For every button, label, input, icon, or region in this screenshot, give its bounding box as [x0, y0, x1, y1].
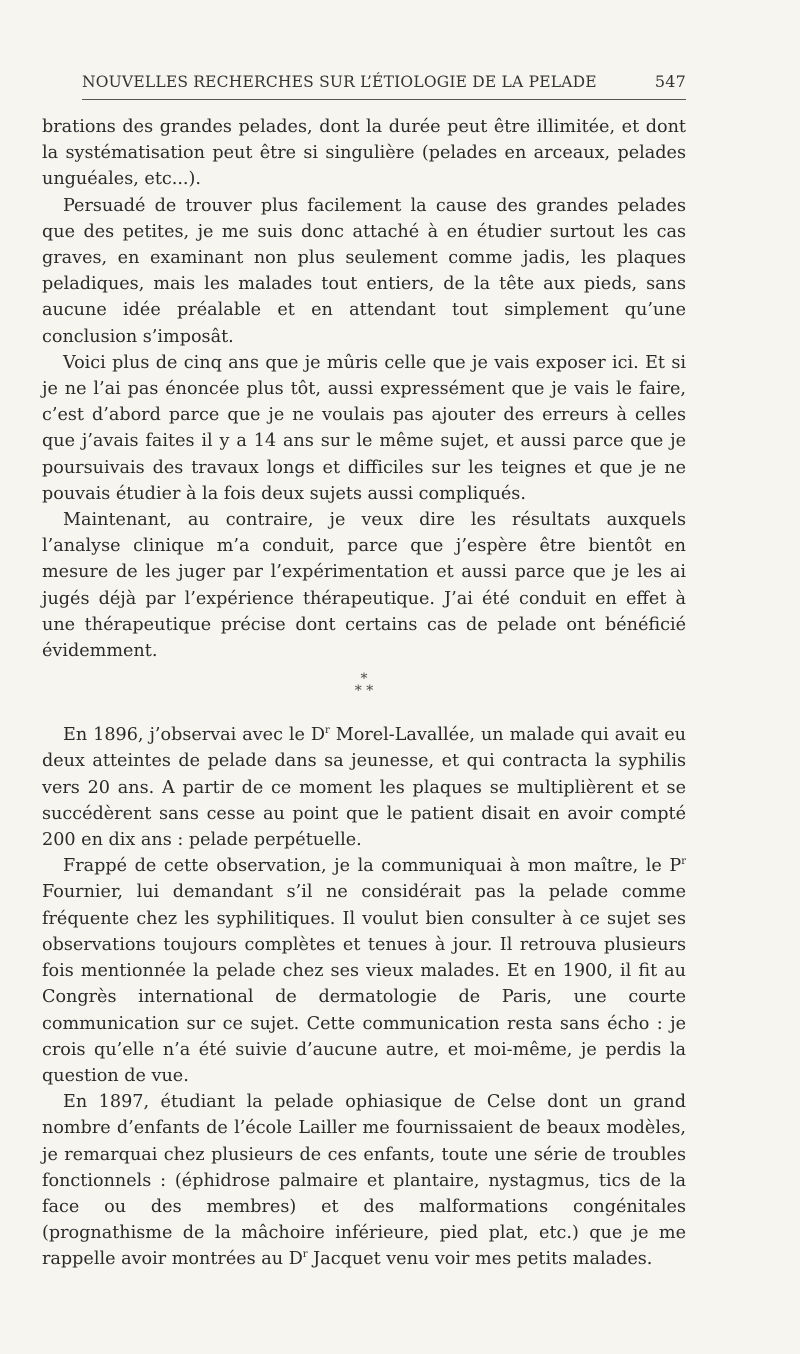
paragraph-7-text-a: En 1897, étudiant la pelade ophiasique de Celse dont un grand nombre d’enfants de l’école Lailler me fournissaient de beaux modèles, je remarquai chez plusieurs de ces enfants, toute une série de troubles fonctionnels : (éphidrose palmaire et plantaire, nystagmus, tics de la face ou des membres) et des malformations congénitales (prognathisme de la mâchoire inférieure, pied plat, etc.) que je me rappelle avoir montrées au D — [42, 1092, 686, 1270]
paragraph-7 — [42, 1089, 686, 1272]
paragraph-6-text-a: Frappé de cette observation, je la communiquai à mon maître, le P — [63, 856, 682, 877]
paragraph-4: Maintenant, au contraire, je veux dire les résultats auxquels l’analyse clinique m’a conduit, parce que j’espère être bientôt en mesure de les juger par l’expérimentation et aussi parce que je les ai jugés déjà par l’expérience thérapeutique. J’ai été conduit en effet à une thérapeutique précise dont certains cas de pelade ont bénéficié évidemment. — [42, 510, 686, 662]
page-number: 547 — [654, 72, 686, 91]
paragraph-2: Persuadé de trouver plus facilement la cause des grandes pelades que des petites, je me suis donc attaché à en étudier surtout les cas graves, en examinant non plus seulement comme jadis, les plaques peladiques, mais les malades tout entiers, de la tête aux pieds, sans aucune idée préalable et en attendant tout simplement qu’une conclusion s’imposât. — [42, 195, 686, 347]
paragraph-5-text-b: Morel-Lavallée, un malade qui avait eu deux atteintes de pelade dans sa jeunesse, et qui contracta la syphilis vers 20 ans. A partir de ce moment les plaques se multiplièrent et se succédèrent sans cesse au point que le patient disait en avoir compté 200 en dix ans : pelade perpétuelle. — [42, 725, 687, 851]
paragraph-6 — [42, 853, 686, 1089]
running-head-title: NOUVELLES RECHERCHES SUR L’ÉTIOLOGIE DE LA PELADE — [82, 73, 597, 91]
paragraph-1-continuation: brations des grandes pelades, dont la durée peut être illimitée, et dont la systématisation peut être si singulière (pelades en arceaux, pelades unguéales, etc...). — [42, 117, 686, 190]
paragraph-6-text-b: Fournier, lui demandant s’il ne considérait pas la pelade comme fréquente chez les syphilitiques. Il voulut bien consulter à ce sujet ses observations toujours complètes et tenues à jour. Il retrouva plusieurs fois mentionnée la pelade chez ses vieux malades. Et en 1900, il fit au Congrès international de dermatologie de Paris, une courte communication sur ce sujet. Cette communication resta sans écho : je crois qu’elle n’a été suivie d’aucune autre, et moi-même, je perdis la question de vue. — [42, 882, 686, 1086]
paragraph-3: Voici plus de cinq ans que je mûris celle que je vais exposer ici. Et si je ne l’ai pas énoncée plus tôt, aussi expressément que je vais le faire, c’est d’abord parce que je ne voulais pas ajouter des erreurs à celles que j’avais faites il y a 14 ans sur le même sujet, et aussi parce que je poursuivais des travaux longs et difficiles sur les teignes et que je ne pouvais étudier à la fois deux sujets aussi compliqués. — [42, 352, 686, 504]
paragraph-5-text-a: En 1896, j’observai avec le D — [63, 725, 325, 746]
paragraph-5 — [42, 722, 686, 853]
professor-abbrev-sup: r — [681, 856, 686, 868]
doctor-abbrev-sup: r — [325, 725, 330, 737]
book-page — [42, 62, 686, 1273]
doctor-abbrev-sup: r — [302, 1249, 308, 1261]
separator-top-star: * — [360, 671, 368, 688]
body-text — [42, 114, 686, 1273]
running-head — [82, 62, 686, 100]
paragraph-7-text-b: Jacquet venu voir mes petits malades. — [307, 1249, 653, 1270]
separator-bottom-stars: * * — [354, 683, 374, 700]
section-separator — [42, 671, 686, 700]
